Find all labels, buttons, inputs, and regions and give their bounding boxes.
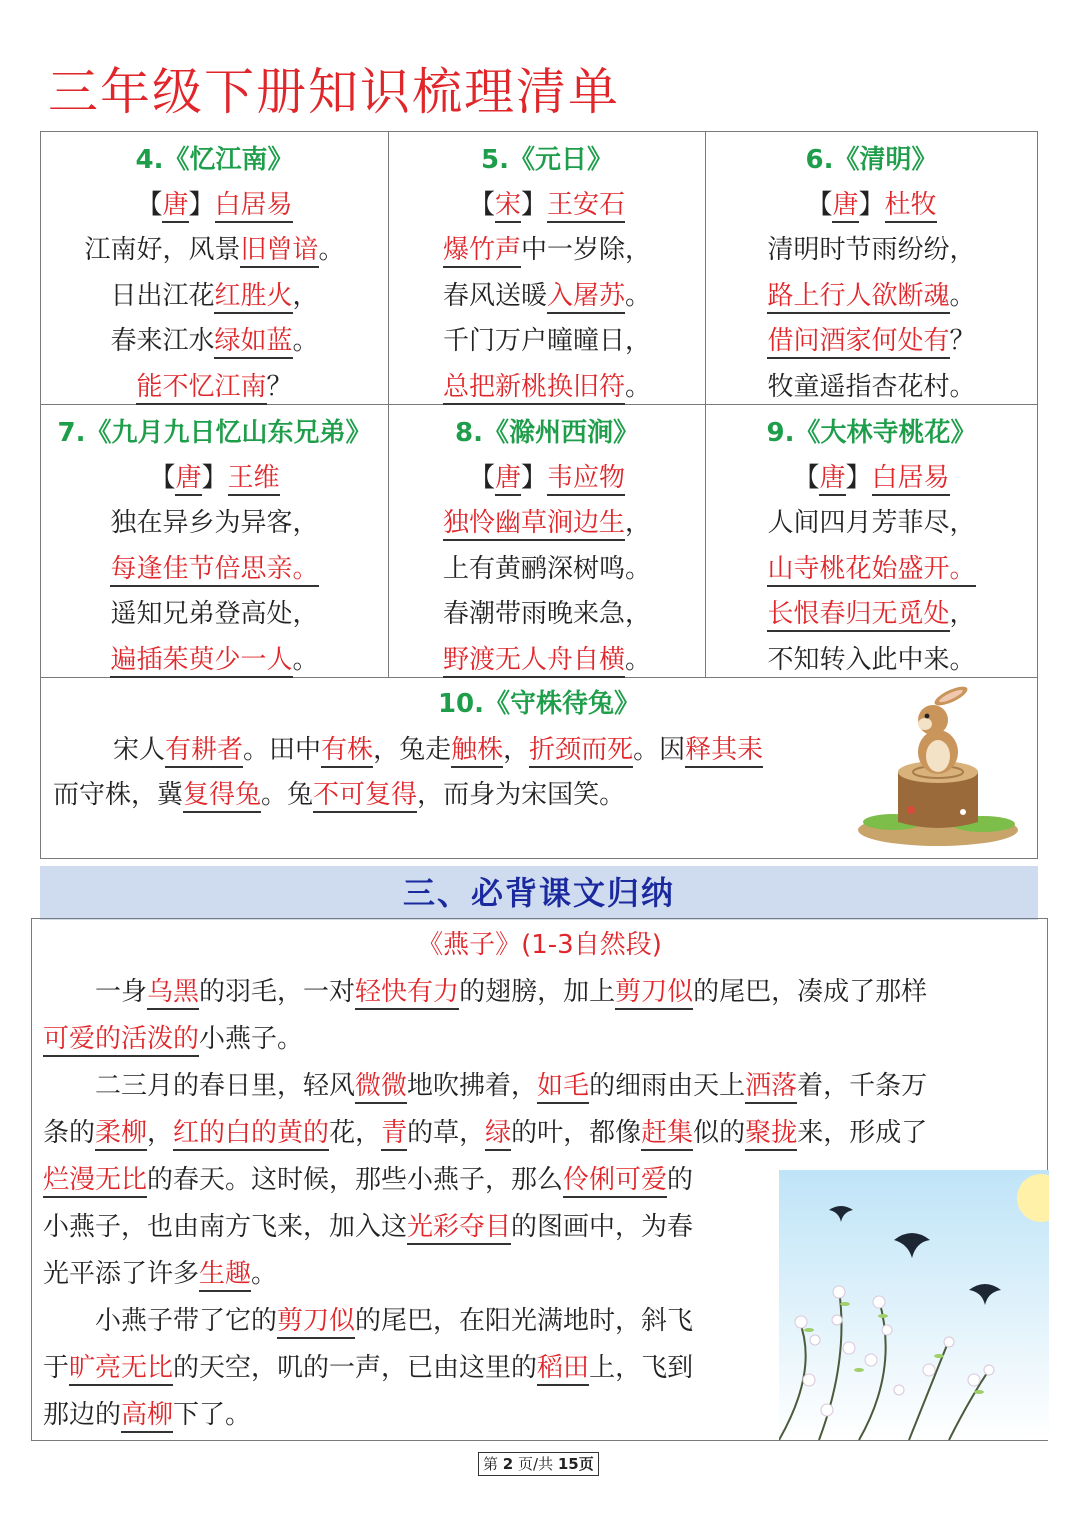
essay-line: [43, 1350, 693, 1386]
essay-line: [43, 1068, 927, 1104]
text-segment: 。因: [633, 735, 686, 765]
key-phrase: 红的白的黄的: [173, 1118, 329, 1151]
text-segment: ？: [266, 371, 293, 402]
poem-line: [41, 369, 388, 405]
text-segment: 日出江花: [110, 280, 215, 311]
text-segment: 独在异乡为异客，: [110, 508, 319, 538]
text-segment: 的尾巴，在阳光满地时，斜飞: [355, 1306, 694, 1336]
section-header: [40, 866, 1038, 920]
poem-author-line: [706, 460, 1037, 496]
key-phrase: 剪刀似: [277, 1306, 355, 1339]
poem-line: [706, 596, 1037, 632]
essay-line: [43, 1303, 693, 1339]
text-segment: 春来江水: [110, 326, 215, 356]
text-segment: 的叶，都像: [511, 1118, 642, 1148]
poem-title: 7.《九月九日忆山东兄弟》: [57, 418, 372, 448]
essay-line: [43, 1256, 277, 1292]
poem-title: 8.《滁州西涧》: [455, 418, 639, 448]
poem-card: [389, 132, 706, 405]
key-phrase: 触株: [451, 735, 503, 768]
key-phrase: 生趣: [199, 1259, 251, 1292]
key-phrase: 总把新桃换旧符: [443, 372, 625, 405]
key-phrase: 聚拢: [745, 1118, 797, 1151]
text-segment: 】: [858, 190, 885, 220]
key-phrase: 释其耒: [685, 735, 763, 768]
text-segment: 。兔: [261, 780, 314, 810]
text-segment: 。: [949, 280, 976, 311]
key-phrase: 白居易: [872, 463, 950, 496]
text-segment: 上有黄鹂深树鸣。: [442, 553, 651, 584]
text-segment: ？: [949, 326, 976, 356]
poem-line: [389, 505, 705, 541]
text-segment: 来，形成了: [797, 1118, 928, 1148]
text-segment: 似的: [693, 1118, 746, 1148]
text-segment: 的羽毛，一对: [199, 977, 356, 1007]
text-segment: 牧童遥指杏花村。: [767, 371, 976, 402]
key-phrase: 山寺桃花始盛开。: [767, 554, 975, 587]
poem-line: [706, 323, 1037, 359]
text-segment: 】: [521, 463, 548, 493]
text-segment: 】: [521, 190, 548, 220]
key-phrase: 烂漫无比: [43, 1165, 147, 1198]
key-phrase: 有耕者: [165, 735, 243, 768]
section-title: 三、必背课文归纳: [402, 874, 675, 912]
text-segment: 二三月的春日里，轻风: [43, 1071, 356, 1101]
text-segment: 小燕子，也由南方飞来，加入这: [43, 1212, 408, 1242]
fable-line: [53, 777, 625, 813]
key-phrase: 折颈而死: [529, 735, 633, 768]
swallows-willow-illustration: [779, 1170, 1049, 1440]
text-segment: 光平添了许多: [43, 1259, 200, 1289]
rabbit-on-stump-illustration: [853, 682, 1023, 852]
poem-line: [41, 278, 388, 314]
key-phrase: 能不忆江南: [136, 372, 266, 405]
poem-grid: [40, 131, 1038, 859]
poem-line: [41, 596, 388, 632]
key-phrase: 高柳: [121, 1400, 173, 1433]
key-phrase: 如毛: [537, 1071, 589, 1104]
poem-card: [41, 405, 389, 678]
key-phrase: 光彩夺目: [407, 1212, 511, 1245]
text-segment: 着，千条万: [797, 1071, 928, 1101]
text-segment: 【: [806, 190, 833, 220]
text-segment: 一身: [43, 977, 148, 1007]
text-segment: 的图画中，为春: [511, 1212, 694, 1242]
text-segment: 遥知兄弟登高处，: [110, 599, 319, 629]
poem-line: [706, 369, 1037, 405]
text-segment: 。: [251, 1259, 278, 1289]
text-segment: 。: [292, 326, 319, 356]
key-phrase: 韦应物: [547, 463, 625, 496]
text-segment: 的: [667, 1165, 694, 1195]
poem-author-line: [706, 187, 1037, 223]
text-segment: 的天空，叽的一声，已由这里的: [173, 1353, 538, 1383]
poem-card: [41, 132, 389, 405]
poem-line: [41, 551, 388, 587]
text-segment: 的尾巴，凑成了那样: [693, 977, 928, 1007]
key-phrase: 伶俐可爱: [563, 1165, 667, 1198]
footer-page-number: 2: [502, 1455, 514, 1473]
key-phrase: 唐: [495, 463, 521, 496]
text-segment: ，而身为宋国笑。: [417, 780, 626, 810]
key-phrase: 乌黑: [147, 977, 199, 1010]
key-phrase: 唐: [162, 190, 188, 223]
key-phrase: 宋: [495, 190, 521, 223]
poem-line: [389, 369, 705, 405]
poem-line: [41, 232, 388, 268]
essay-line: [43, 974, 927, 1010]
text-segment: 的春天。这时候，那些小燕子，那么: [147, 1165, 564, 1195]
poem-line: [41, 505, 388, 541]
key-phrase: 复得兔: [183, 780, 261, 813]
essay-line: [43, 1162, 693, 1198]
text-segment: 春风送暖: [442, 280, 547, 311]
text-segment: 小燕子带了它的: [43, 1306, 278, 1336]
poem-line: [389, 551, 705, 587]
poem-title: 6.《清明》: [805, 145, 938, 175]
text-segment: 。: [625, 371, 652, 402]
fable-line: [113, 732, 763, 768]
text-segment: 中一岁除，: [521, 235, 652, 265]
key-phrase: 每逢佳节倍思亲。: [110, 554, 318, 587]
text-segment: ，: [147, 1118, 174, 1148]
text-segment: 【: [468, 190, 495, 220]
text-segment: 那边的: [43, 1400, 122, 1430]
text-segment: 而守株，冀: [53, 780, 184, 810]
essay-line: [43, 1021, 303, 1057]
poem-line: [389, 642, 705, 678]
text-segment: 清明时节雨纷纷，: [767, 235, 976, 265]
poem-title: 9.《大林寺桃花》: [766, 418, 977, 448]
text-segment: 的草，: [407, 1118, 486, 1148]
essay-line: [43, 1115, 927, 1151]
poem-line: [706, 551, 1037, 587]
text-segment: 条的: [43, 1118, 96, 1148]
key-phrase: 独怜幽草涧边生: [443, 508, 625, 541]
text-segment: 。田中: [243, 735, 322, 765]
poem-line: [706, 642, 1037, 678]
key-phrase: 唐: [819, 463, 845, 496]
text-segment: 下了。: [173, 1400, 252, 1430]
key-phrase: 可爱的活泼的: [43, 1024, 199, 1057]
poem-card: [706, 132, 1037, 405]
page-title: 三年级下册知识梳理清单: [48, 63, 620, 121]
key-phrase: 唐: [832, 190, 858, 223]
key-phrase: 白居易: [215, 190, 293, 223]
text-segment: 宋人: [113, 735, 166, 765]
poem-line: [706, 232, 1037, 268]
key-phrase: 剪刀似: [615, 977, 693, 1010]
poem-line: [706, 505, 1037, 541]
text-segment: 春潮带雨晚来急，: [442, 599, 651, 629]
key-phrase: 爆竹声: [443, 235, 521, 268]
text-segment: 【: [468, 463, 495, 493]
key-phrase: 杜牧: [885, 190, 937, 223]
text-segment: 江南好，风景: [84, 235, 241, 265]
key-phrase: 野渡无人舟自横: [443, 645, 625, 678]
text-segment: 。: [318, 235, 345, 265]
poem-line: [389, 596, 705, 632]
text-segment: ，兔走: [373, 735, 452, 765]
poem-line: [389, 323, 705, 359]
text-segment: 上，飞到: [589, 1353, 694, 1383]
poem-title: 5.《元日》: [481, 145, 613, 175]
essay-title: 《燕子》(1-3自然段): [417, 930, 662, 960]
text-segment: 的翅膀，加上: [459, 977, 616, 1007]
footer-mid: 页/共: [518, 1455, 554, 1473]
poem-line: [706, 278, 1037, 314]
poem-line: [41, 323, 388, 359]
key-phrase: 青: [381, 1118, 407, 1151]
poem-author-line: [41, 460, 388, 496]
key-phrase: 有株: [321, 735, 373, 768]
poem-card: [706, 405, 1037, 678]
text-segment: ，: [292, 280, 319, 311]
poem-author-line: [389, 187, 705, 223]
key-phrase: 王安石: [547, 190, 625, 223]
text-segment: ，: [625, 508, 652, 538]
key-phrase: 遍插茱萸少一人: [110, 645, 292, 678]
text-segment: 【: [136, 190, 163, 220]
key-phrase: 洒落: [745, 1071, 797, 1104]
essay-line: [43, 1209, 693, 1245]
poem-line: [389, 278, 705, 314]
key-phrase: 微微: [355, 1071, 407, 1104]
text-segment: 】: [188, 190, 215, 220]
essay-card: [31, 918, 1048, 1441]
key-phrase: 借问酒家何处有: [767, 326, 949, 359]
key-phrase: 入屠苏: [547, 281, 625, 314]
poem-line: [389, 232, 705, 268]
key-phrase: 柔柳: [95, 1118, 147, 1151]
text-segment: 千门万户曈曈日，: [442, 326, 651, 356]
text-segment: 。: [625, 280, 652, 311]
text-segment: 。: [292, 644, 319, 675]
key-phrase: 长恨春归无觅处: [767, 599, 949, 632]
poem-author-line: [389, 460, 705, 496]
text-segment: ，: [503, 735, 530, 765]
text-segment: 【: [149, 463, 176, 493]
key-phrase: 稻田: [537, 1353, 589, 1386]
poem-card: [389, 405, 706, 678]
text-segment: 于: [43, 1353, 70, 1383]
text-segment: 】: [845, 463, 872, 493]
text-segment: 【: [793, 463, 820, 493]
text-segment: 地吹拂着，: [407, 1071, 538, 1101]
text-segment: 】: [201, 463, 228, 493]
poem-author-line: [41, 187, 388, 223]
key-phrase: 旷亮无比: [69, 1353, 173, 1386]
key-phrase: 轻快有力: [355, 977, 459, 1010]
text-segment: 。: [625, 644, 652, 675]
key-phrase: 不可复得: [313, 780, 417, 813]
poem-line: [41, 642, 388, 678]
key-phrase: 旧曾谙: [240, 235, 318, 268]
text-segment: ，: [949, 599, 976, 629]
key-phrase: 绿: [485, 1118, 511, 1151]
text-segment: 花，: [329, 1118, 382, 1148]
text-segment: 不知转入此中来。: [767, 644, 976, 675]
key-phrase: 红胜火: [214, 281, 292, 314]
fable-title: 10.《守株待兔》: [437, 689, 641, 719]
key-phrase: 王维: [228, 463, 280, 496]
poem-title: 4.《忆江南》: [135, 145, 294, 175]
key-phrase: 路上行人欲断魂: [767, 281, 949, 314]
text-segment: 小燕子。: [199, 1024, 304, 1054]
key-phrase: 绿如蓝: [214, 326, 292, 359]
key-phrase: 唐: [175, 463, 201, 496]
footer-total: 15页: [557, 1455, 594, 1473]
essay-line: [43, 1397, 251, 1433]
footer-prefix: 第: [483, 1455, 499, 1473]
page-footer: [478, 1452, 599, 1476]
text-segment: 人间四月芳菲尽，: [767, 508, 976, 538]
text-segment: 的细雨由天上: [589, 1071, 746, 1101]
fable-card: [41, 678, 1037, 858]
key-phrase: 赶集: [641, 1118, 693, 1151]
